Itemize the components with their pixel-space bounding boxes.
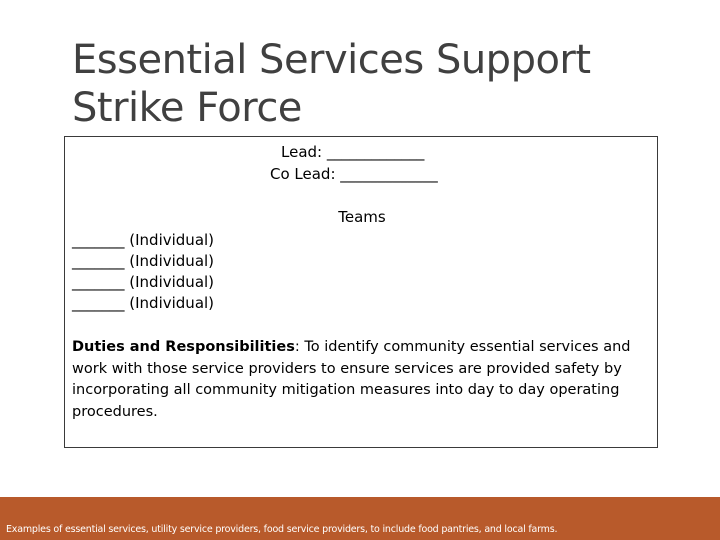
co-lead-field: Co Lead: _____________ [270, 165, 438, 183]
individual-item: _______ (Individual) [72, 273, 215, 291]
individual-item: _______ (Individual) [72, 294, 215, 312]
individual-item: _______ (Individual) [72, 252, 215, 270]
duties-text: : To identify community essential services and work with those service providers to ensure services are provided safety by incorporating all community mitigation measures into day to day operating procedures. [72, 339, 631, 420]
slide-title [72, 36, 672, 132]
content-box [64, 136, 658, 448]
slide-title-line-2: Strike Force [72, 85, 302, 131]
slide-title-line-1: Essential Services Support [72, 37, 591, 83]
teams-heading: Teams [338, 208, 386, 226]
individual-item: _______ (Individual) [72, 231, 215, 249]
individuals-list [72, 230, 214, 314]
duties-heading: Duties and Responsibilities [72, 339, 295, 355]
footer-note: Examples of essential services, utility service providers, food service providers, to include food pantries, and local farms. [6, 524, 558, 535]
duties-paragraph [72, 337, 654, 423]
lead-field: Lead: _____________ [281, 143, 425, 161]
